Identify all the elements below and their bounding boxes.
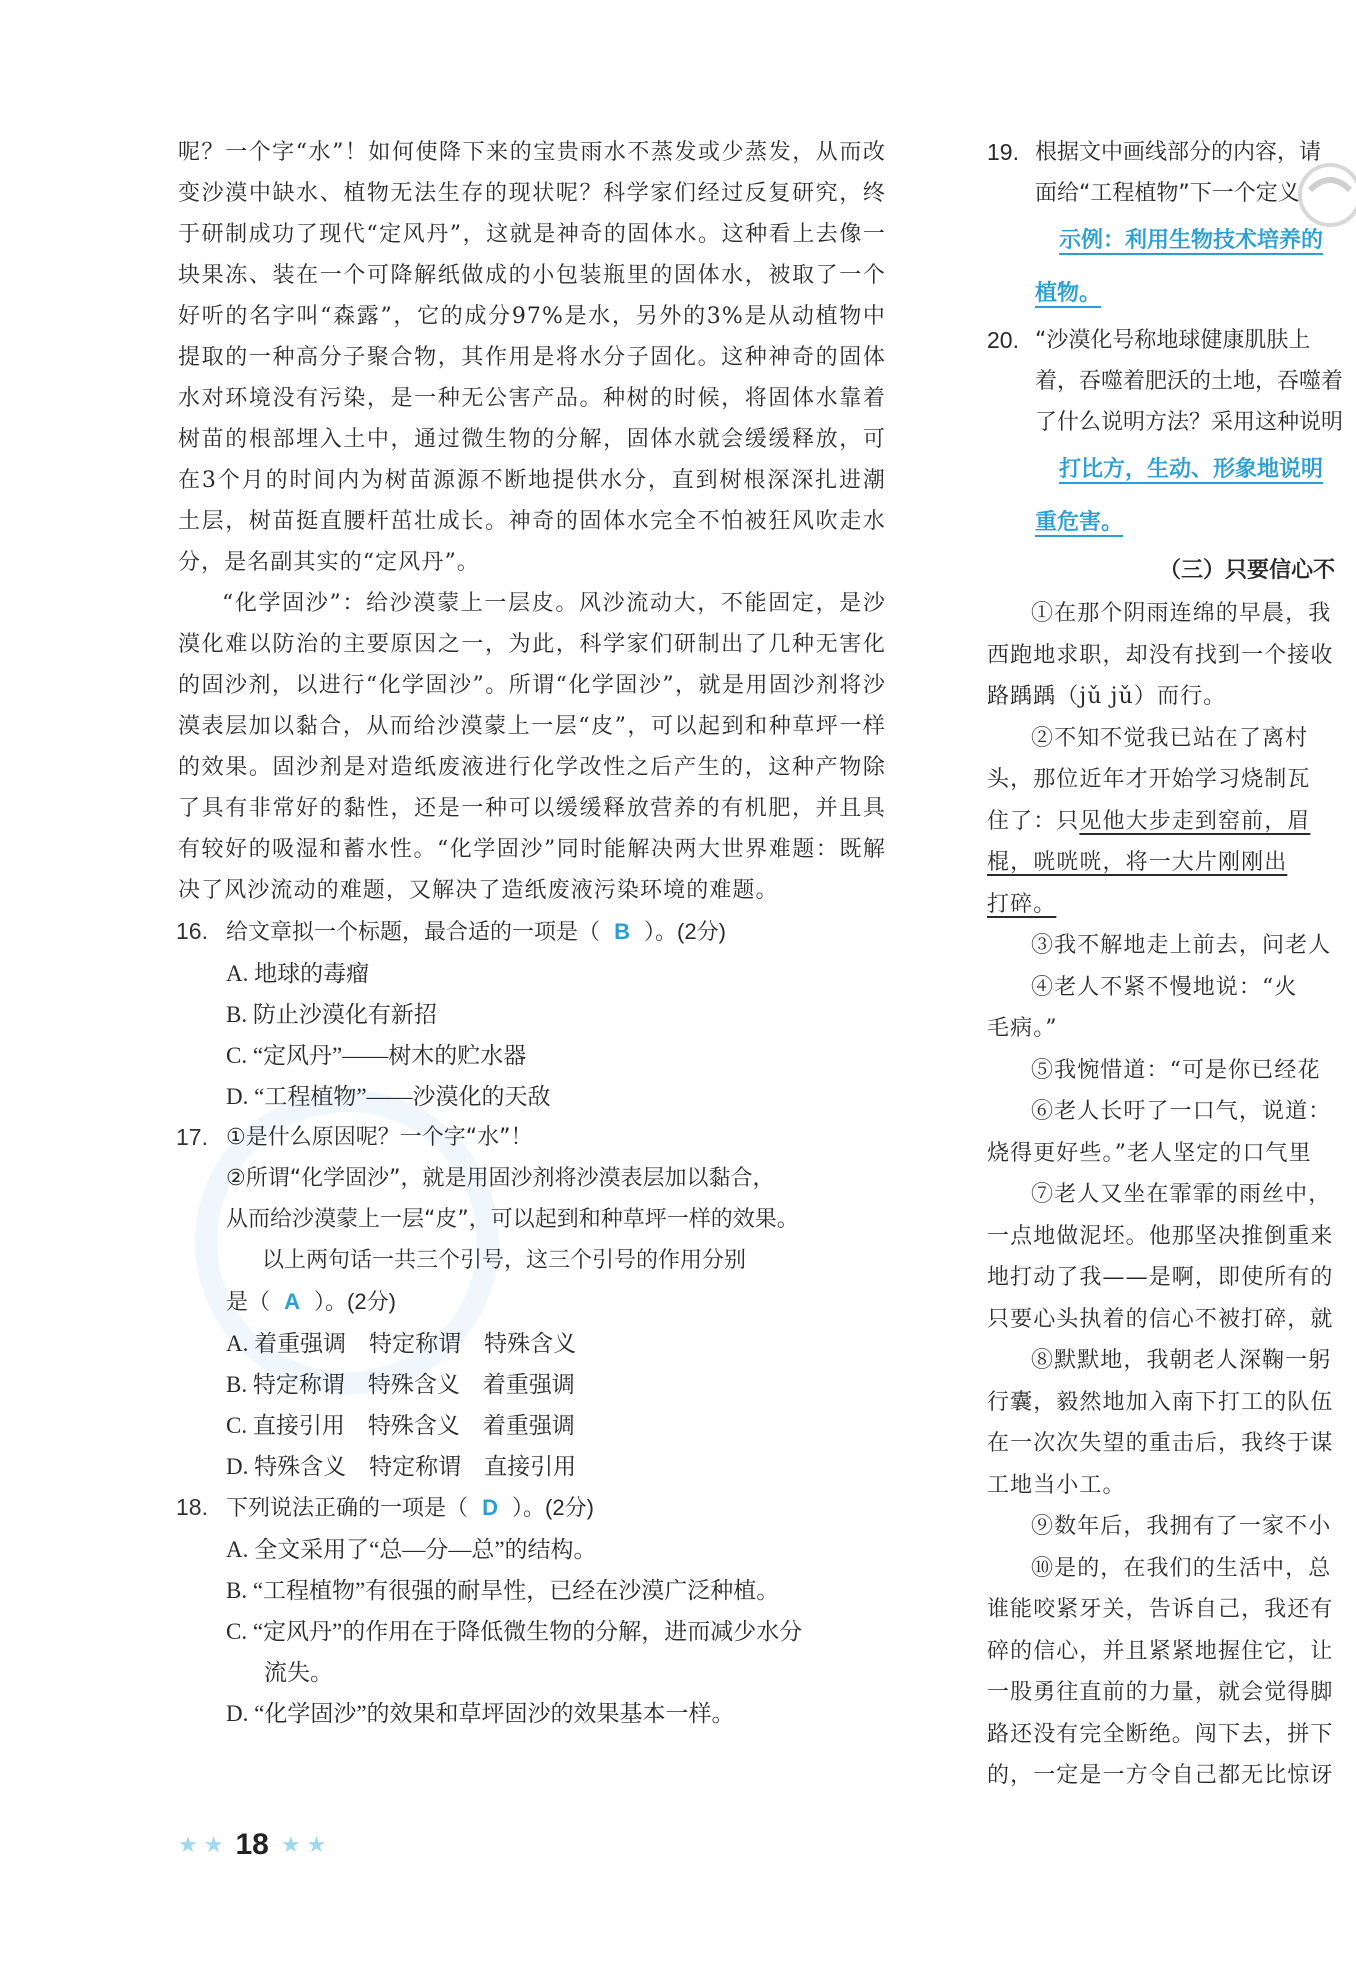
passage-line: 一点地做泥坯。他那坚决推倒重来 [987, 1223, 1334, 1249]
answer-text-cont: 重危害。 [1035, 510, 1124, 535]
option-d: D. “工程植物”——沙漠化的天敌 [226, 1084, 551, 1109]
passage-line: ②不知不觉我已站在了离村 [1031, 725, 1309, 751]
option-a: A. 地球的毒瘤 [226, 961, 370, 986]
star-icon: ★ [280, 1832, 301, 1857]
question-number: 17. [176, 1124, 208, 1150]
article-paragraph-1: 呢？一个字“水”！如何使降下来的宝贵雨水不蒸发或少蒸发，从而改变沙漠中缺水、植物无法生存的现状呢？科学家们经过反复研究，终于研制成功了现代“定风丹”，这就是神奇的固体水。这种看上去像一块果冻、装在一个可降解纸做成的小包装瓶里的固体水，被取了一个好听的名字叫“森露”，它的成分97%是水，另外的3%是从动植物中提取的一种高分子聚合物，其作用是将水分子固化。这种神奇的固体水对环境没有污染，是一种无公害产品。种树的时候，将固体水靠着树苗的根部埋入土中，通过微生物的分解，固体水就会缓缓释放，可在3个月的时间内为树苗源源不断地提供水分，直到树根深深扎进潮土层，树苗挺直腰杆茁壮成长。神奇的固体水完全不怕被狂风吹走水分，是名副其实的“定风丹”。 [178, 140, 886, 575]
question-16 [178, 911, 886, 1117]
question-number: 16. [176, 918, 208, 944]
passage-line: 住了：只见他大步走到窑前，眉 [987, 808, 1311, 834]
passage-line: ⑧默默地，我朝老人深鞠一躬 [1031, 1348, 1332, 1373]
answer-text: 示例：利用生物技术培养的 [1059, 228, 1324, 253]
passage-line: 一股勇往直前的力量，就会觉得脚 [987, 1680, 1334, 1705]
article-paragraph-2: “化学固沙”：给沙漠蒙上一层皮。风沙流动大，不能固定，是沙漠化难以防治的主要原因之一，为此，科学家们研制出了几种无害化的固沙剂，以进行“化学固沙”。所谓“化学固沙”，就是用固沙剂将沙漠表层加以黏合，从而给沙漠蒙上一层“皮”，可以起到和种草坪一样的效果。固沙剂是对造纸废液进行化学改性之后产生的，这种产物除了具有非常好的黏性，还是一种可以缓缓释放营养的有机肥，并且具有较好的吸湿和蓄水性。“化学固沙”同时能解决两大世界难题：既解决了风沙流动的难题，又解决了造纸废液污染环境的难题。 [178, 591, 886, 903]
question-number: 19. [987, 139, 1019, 165]
right-column [987, 132, 1356, 1797]
option-c: C. “定风丹”的作用在于降低微生物的分解，进而减少水分 [226, 1619, 803, 1644]
question-stem: “沙漠化号称地球健康肌肤上 [1035, 328, 1311, 353]
option-b: B. “工程植物”有很强的耐旱性，已经在沙漠广泛种植。 [226, 1578, 780, 1603]
passage-line: ⑨数年后，我拥有了一家不小 [1031, 1514, 1332, 1539]
passage-line: ①在那个阴雨连绵的早晨，我 [1031, 601, 1332, 626]
question-18 [178, 1487, 886, 1734]
passage-line: 路还没有完全断绝。闯下去，拼下 [987, 1721, 1334, 1747]
passage-line: 西跑地求职，却没有找到一个接收 [987, 642, 1334, 668]
section-title: （三）只要信心不 [1159, 558, 1336, 583]
passage-line: ⑦老人又坐在霏霏的雨丝中， [1031, 1182, 1332, 1207]
option-c: C. 直接引用 特殊含义 着重强调 [226, 1413, 575, 1438]
passage-line: 只要心头执着的信心不被打碎，就 [987, 1306, 1334, 1332]
passage-line: 打碎。 [987, 891, 1057, 917]
page-number-text: 18 [235, 1828, 269, 1861]
answer-letter: A [284, 1289, 300, 1314]
passage-line: 的，一定是一方令自己都无比惊讶 [987, 1763, 1334, 1788]
answer-letter: B [614, 919, 630, 944]
question-stem-cont: 面给“工程植物”下一个定义 [1035, 181, 1300, 206]
question-stem: 以上两句话一共三个引号，这三个引号的作用分别 [262, 1248, 747, 1273]
passage-line: 谁能咬紧牙关，告诉自己，我还有 [987, 1597, 1334, 1622]
question-stem: 给文章拟一个标题，最合适的一项是（ B ）。(2分) [226, 911, 886, 953]
passage-line: ⑩是的，在我们的生活中，总 [1031, 1555, 1332, 1581]
question-number: 20. [987, 327, 1019, 353]
quote-sentence-1: ①是什么原因呢？一个字“水”！ [226, 1125, 533, 1150]
option-b: B. 防止沙漠化有新招 [226, 1002, 437, 1027]
passage-line: ④老人不紧不慢地说：“火 [1031, 974, 1298, 1000]
answer-text: 打比方，生动、形象地说明 [1059, 457, 1324, 482]
star-icon: ★ [178, 1832, 198, 1857]
passage-line: 行囊，毅然地加入南下打工的队伍 [987, 1389, 1334, 1415]
passage-line: 路踽踽（jǔ jǔ）而行。 [987, 684, 1227, 709]
passage-line: 碎的信心，并且紧紧地握住它，让 [987, 1638, 1334, 1664]
question-stem: 下列说法正确的一项是（ D ）。(2分) [226, 1487, 886, 1529]
passage-line: 毛病。” [987, 1016, 1058, 1041]
passage-line: ③我不解地走上前去，问老人 [1031, 933, 1332, 958]
passage-line: 地打动了我——是啊，即使所有的 [987, 1265, 1334, 1290]
quote-sentence-2-cont: 从而给沙漠蒙上一层“皮”，可以起到和种草坪一样的效果。 [226, 1207, 799, 1232]
left-column [178, 132, 886, 1734]
option-c: C. “定风丹”——树木的贮水器 [226, 1043, 527, 1068]
passage-line: 头，那位近年才开始学习烧制瓦 [987, 767, 1311, 792]
answer-text-cont: 植物。 [1035, 281, 1102, 306]
option-a: A. 全文采用了“总—分—总”的结构。 [226, 1537, 597, 1562]
passage-line: 烧得更好些。”老人坚定的口气里 [987, 1140, 1312, 1166]
score: (2分) [347, 1289, 396, 1314]
passage-line: 工地当小工。 [987, 1472, 1126, 1498]
question-17 [178, 1117, 886, 1487]
option-a: A. 着重强调 特定称谓 特殊含义 [226, 1331, 577, 1356]
question-20 [987, 320, 1356, 443]
question-stem-cont: 了什么说明方法？采用这种说明 [1035, 410, 1344, 435]
page-number [178, 1825, 326, 1865]
quote-sentence-2: ②所谓“化学固沙”，就是用固沙剂将沙漠表层加以黏合， [226, 1166, 775, 1191]
answer-letter: D [482, 1495, 498, 1520]
question-stem: 根据文中画线部分的内容，请 [1035, 140, 1322, 165]
question-stem-cont: 是（ A ）。(2分) [226, 1281, 886, 1323]
passage-text [987, 593, 1356, 1797]
passage-line: 在一次次失望的重击后，我终于谋 [987, 1431, 1334, 1456]
option-b: B. 特定称谓 特殊含义 着重强调 [226, 1372, 575, 1397]
question-number: 18. [176, 1494, 208, 1520]
star-icon: ★ [306, 1832, 327, 1857]
question-stem-cont: 着，吞噬着肥沃的土地，吞噬着 [1035, 369, 1344, 394]
question-19 [987, 132, 1356, 214]
passage-line: ⑥老人长吁了一口气，说道： [1031, 1099, 1332, 1124]
score: (2分) [545, 1495, 594, 1520]
passage-line: 棍，咣咣咣，将一大片刚刚出 [987, 850, 1288, 875]
option-c-cont: 流失。 [264, 1660, 333, 1685]
star-icon: ★ [203, 1832, 224, 1857]
option-d: D. “化学固沙”的效果和草坪固沙的效果基本一样。 [226, 1701, 735, 1726]
passage-line: ⑤我惋惜道：“可是你已经花 [1031, 1057, 1321, 1083]
option-d: D. 特殊含义 特定称谓 直接引用 [226, 1454, 577, 1479]
score: (2分) [677, 919, 726, 944]
